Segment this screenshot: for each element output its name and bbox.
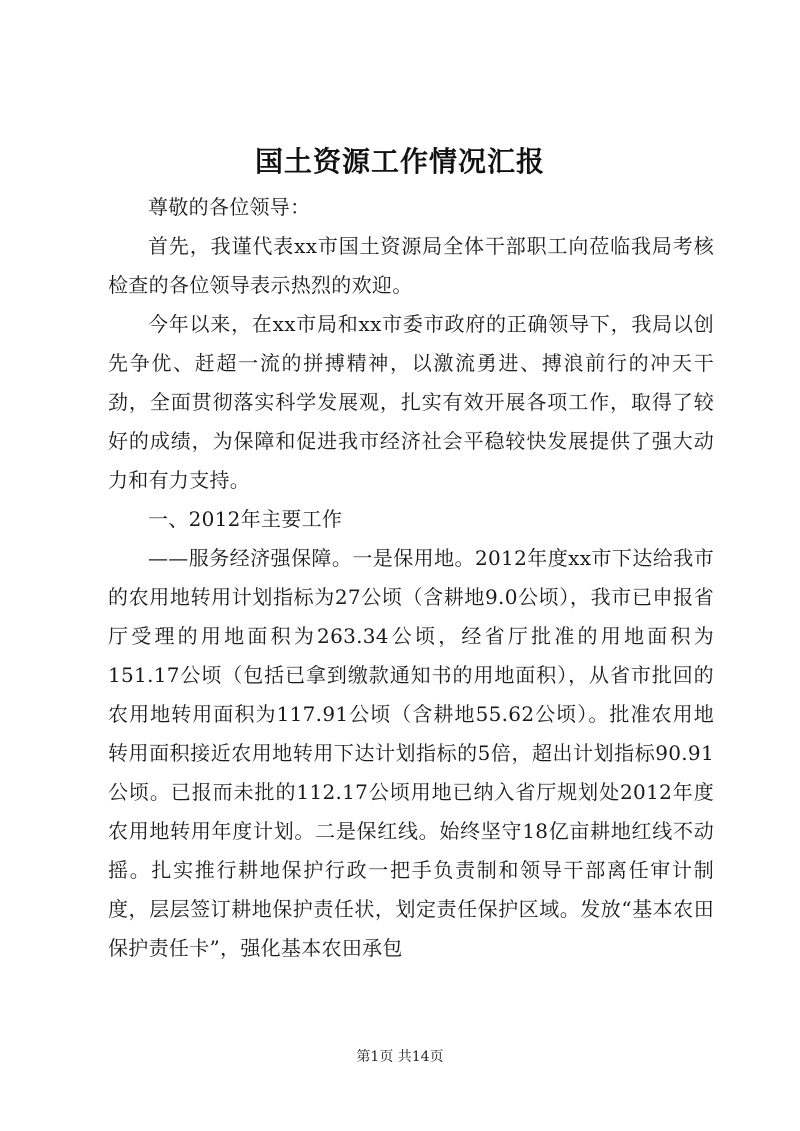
paragraph-land-use: ——服务经济强保障。一是保用地。2012年度xx市下达给我市的农用地转用计划指标为27公顷（含耕地9.0公顷），我市已申报省厅受理的用地面积为263.34公顷，经省厅批准的用地面积为151.17公顷（包括已拿到缴款通知书的用地面积），从省市批回的农用地转用面积为117.91公顷（含耕地55.62公顷）。批准农用地转用面积接近农用地转用下达计划指标的5倍，超出计划指标90.91公顷。已报而未批的112.17公顷用地已纳入省厅规划处2012年度农用地转用年度计划。二是保红线。始终坚守18亿亩耕地红线不动摇。扎实推行耕地保护行政一把手负责制和领导干部离任审计制度，层层签订耕地保护责任状，划定责任保护区域。发放“基本农田保护责任卡”，强化基本农田承包 [108, 546, 714, 960]
document-body [108, 188, 714, 968]
document-title: 国土资源工作情况汇报 [254, 145, 545, 178]
paragraph-welcome: 首先，我谨代表xx市国土资源局全体干部职工向莅临我局考核检查的各位领导表示热烈的欢迎。 [108, 234, 714, 297]
section-heading: 一、2012年主要工作 [148, 507, 343, 531]
salutation: 尊敬的各位领导： [148, 195, 311, 219]
paragraph-overview: 今年以来，在xx市局和xx市委市政府的正确领导下，我局以创先争优、赶超一流的拼搏精神，以激流勇进、搏浪前行的冲天干劲，全面贯彻落实科学发展观，扎实有效开展各项工作，取得了较好的成绩，为保障和促进我市经济社会平稳较快发展提供了强大动力和有力支持。 [108, 312, 714, 492]
page-number: 第1页 共14页 [356, 1049, 444, 1065]
